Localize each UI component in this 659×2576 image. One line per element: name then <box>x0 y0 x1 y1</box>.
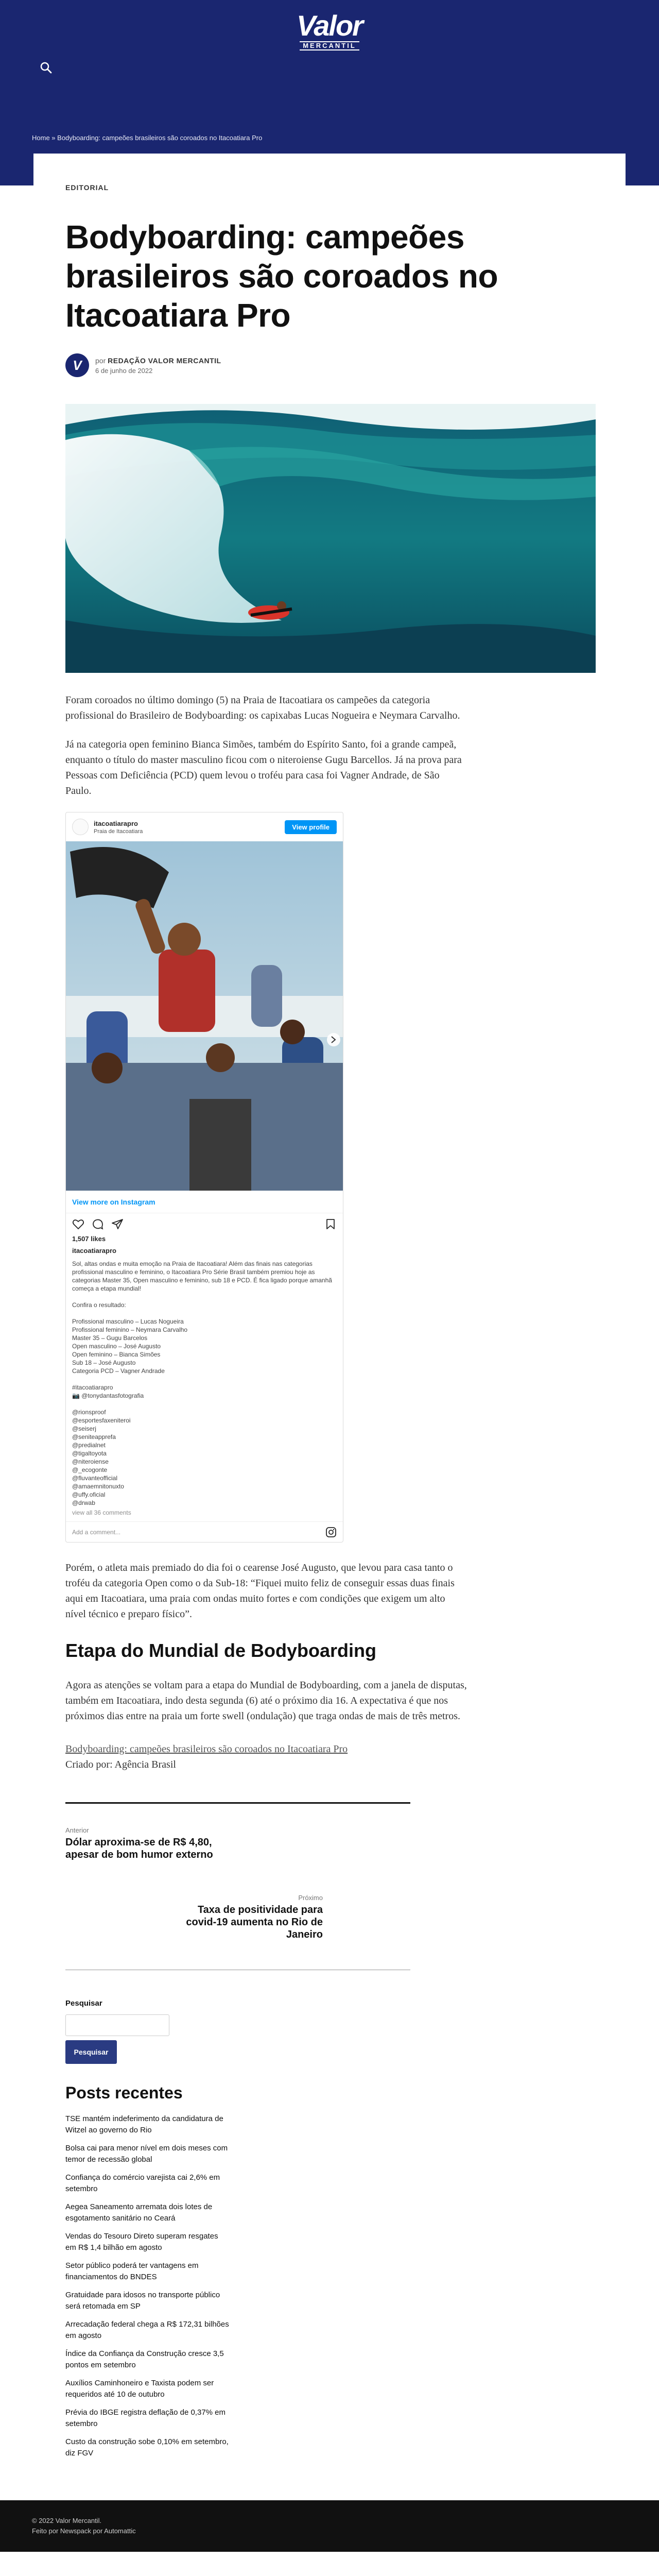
instagram-likes[interactable]: 1,507 likes <box>72 1235 106 1243</box>
instagram-photo[interactable] <box>66 841 343 1191</box>
recent-post-item[interactable] <box>65 2231 230 2253</box>
instagram-comments-link[interactable]: view all 36 comments <box>72 1509 131 1516</box>
recent-post-link[interactable]: Custo da construção sobe 0,10% em setembro, diz FGV <box>65 2437 229 2458</box>
recent-post-link[interactable]: Gratuidade para idosos no transporte público será retomada em SP <box>65 2291 220 2311</box>
recent-post-link[interactable]: Auxílios Caminhoneiro e Taxista podem ser requeridos até 10 de outubro <box>65 2379 214 2399</box>
recent-post-item[interactable] <box>65 2143 230 2165</box>
previous-post-link[interactable] <box>65 1804 410 1861</box>
instagram-account[interactable]: itacoatiarapro <box>72 1247 116 1255</box>
post-navigation <box>65 1804 410 1941</box>
byline-text <box>95 357 221 375</box>
instagram-header <box>66 812 343 841</box>
recent-post-item[interactable] <box>65 2172 230 2195</box>
previous-label: Anterior <box>65 1826 89 1834</box>
breadcrumb-separator: » <box>49 134 58 142</box>
hero-image <box>65 404 596 673</box>
instagram-avatar[interactable] <box>72 819 89 835</box>
article-content <box>65 154 596 2459</box>
heart-icon[interactable] <box>72 1218 84 1230</box>
instagram-location[interactable]: Praia de Itacoatiara <box>94 828 143 835</box>
search-widget <box>65 1999 596 2064</box>
recent-posts-heading: Posts recentes <box>65 2083 183 2102</box>
recent-post-link[interactable]: TSE mantém indeferimento da candidatura de Witzel ao governo do Rio <box>65 2114 223 2134</box>
source-link[interactable]: Bodyboarding: campeões brasileiros são coroados no Itacoatiara Pro <box>65 1743 348 1755</box>
next-label: Próximo <box>298 1894 323 1902</box>
breadcrumb-home-link[interactable]: Home <box>32 134 50 142</box>
article-title: Bodyboarding: campeões brasileiros são coroados no Itacoatiara Pro <box>65 218 498 334</box>
recent-post-item[interactable] <box>65 2348 230 2371</box>
instagram-username[interactable]: itacoatiarapro <box>94 819 138 827</box>
recent-post-link[interactable]: Aegea Saneamento arremata dois lotes de esgotamento sanitário no Ceará <box>65 2202 213 2223</box>
logo-sub-text: MERCANTIL <box>300 41 359 50</box>
category-label[interactable]: EDITORIAL <box>65 183 109 192</box>
section-heading: Etapa do Mundial de Bodyboarding <box>65 1640 377 1661</box>
next-post-link[interactable] <box>168 1861 323 1941</box>
breadcrumb-current: Bodyboarding: campeões brasileiros são coroados no Itacoatiara Pro <box>57 134 263 142</box>
paragraph-3: Porém, o atleta mais premiado do dia foi o cearense José Augusto, que levou para casa tanto o troféu da categoria Open como o da Sub-18: “Fiquei muito feliz de conseguir essas duas finais aqui em Itacoatiara, uma praia com ondas muito fortes e com condições que exigem um alto nível técnico e preparo físico”. <box>65 1562 455 1620</box>
comment-icon[interactable] <box>92 1218 104 1230</box>
recent-post-item[interactable] <box>65 2407 230 2430</box>
footer-credit-link[interactable]: Feito por Newspack por Automattic <box>32 2527 136 2535</box>
instagram-logo-icon[interactable] <box>325 1527 337 1538</box>
share-icon[interactable] <box>111 1218 124 1230</box>
view-profile-button[interactable]: View profile <box>285 820 337 834</box>
instagram-user-info <box>94 820 143 835</box>
recent-post-link[interactable]: Índice da Confiança da Construção cresce 3,5 pontos em setembro <box>65 2349 224 2369</box>
article-wrap <box>0 154 659 2459</box>
recent-post-item[interactable] <box>65 2319 230 2342</box>
article-card <box>33 154 626 2459</box>
byline-by: por <box>95 356 106 365</box>
instagram-embed <box>65 812 343 1543</box>
site-logo[interactable] <box>278 10 381 52</box>
recent-post-link[interactable]: Bolsa cai para menor nível em dois meses com temor de recessão global <box>65 2144 228 2164</box>
recent-post-item[interactable] <box>65 2201 230 2224</box>
instagram-caption: Sol, altas ondas e muita emoção na Praia de Itacoatiara! Além das finais nas categorias profissional masculino e feminino, o Itacoatiara Pro Série Brasil também premiou hoje as categorias Master 35, Open masculino e feminino, sub 18 e PCD. É fica ligado porque amanhã começa a etapa mundial! Confira o resultado: Profissional masculino – Lucas Nogueira Profissional feminino – Neymara Carvalho Master 35 – Gugu Barcelos Open masculino – José Augusto Open feminino – Bianca Simões Sub 18 – José Augusto Categoria PCD – Vagner Andrade #itacoatiarapro 📷 @tonydantasfotografia @rionsproof @esportesfaxeniteroi @seiserj @seniteapprefa @predialnet @tigaltoyota @niteroiense @_ecogonte @fluvanteofficial @amaemnitonuxto @uffy.oficial @drwab <box>72 1260 332 1506</box>
add-comment-placeholder: Add a comment... <box>72 1528 121 1536</box>
author-avatar[interactable]: V <box>65 353 89 377</box>
search-input[interactable] <box>65 2014 169 2036</box>
byline <box>65 353 596 377</box>
instagram-actions <box>66 1213 343 1235</box>
recent-posts-list <box>65 2113 230 2459</box>
add-comment-field[interactable] <box>66 1521 343 1542</box>
publish-date: 6 de junho de 2022 <box>95 366 153 375</box>
search-icon[interactable] <box>39 61 54 75</box>
recent-post-link[interactable]: Prévia do IBGE registra deflação de 0,37% em setembro <box>65 2408 226 2428</box>
recent-post-link[interactable]: Confiança do comércio varejista cai 2,6% em setembro <box>65 2173 220 2193</box>
logo-main-text: Valor <box>297 9 362 42</box>
recent-post-item[interactable] <box>65 2436 230 2459</box>
site-footer <box>0 2500 659 2552</box>
search-button[interactable]: Pesquisar <box>65 2040 117 2064</box>
recent-post-link[interactable]: Setor público poderá ter vantagens em financiamentos do BNDES <box>65 2261 199 2281</box>
recent-post-link[interactable]: Arrecadação federal chega a R$ 172,31 bilhões em agosto <box>65 2320 229 2340</box>
author-name-link[interactable]: REDAÇÃO VALOR MERCANTIL <box>108 356 221 365</box>
recent-post-item[interactable] <box>65 2260 230 2283</box>
footer-copyright: © 2022 Valor Mercantil. <box>32 2517 102 2524</box>
paragraph-1: Foram coroados no último domingo (5) na Praia de Itacoatiara os campeões da categoria profissional do Brasileiro de Bodyboarding: os capixabas Lucas Nogueira e Neymara Carvalho. <box>65 694 460 721</box>
recent-post-link[interactable]: Vendas do Tesouro Direto superam resgates em R$ 1,4 bilhão em agosto <box>65 2232 218 2252</box>
next-post-title[interactable]: Taxa de positividade para covid-19 aumenta no Rio de Janeiro <box>186 1904 323 1940</box>
view-more-instagram-link[interactable]: View more on Instagram <box>66 1191 343 1213</box>
recent-post-item[interactable] <box>65 2378 230 2400</box>
bookmark-icon[interactable] <box>324 1218 337 1230</box>
recent-post-item[interactable] <box>65 2113 230 2136</box>
search-widget-label: Pesquisar <box>65 1999 102 2008</box>
source-link-wrap <box>65 1741 596 1757</box>
paragraph-4: Agora as atenções se voltam para a etapa do Mundial de Bodyboarding, com a janela de disputas, também em Itacoatiara, indo desta segunda (6) até o próximo dia 16. A expectativa é que nos próximos dias entre na praia um forte swell (ondulação) que traga ondas de mais de três metros. <box>65 1680 467 1722</box>
breadcrumb <box>32 134 262 142</box>
source-credit: Criado por: Agência Brasil <box>65 1759 176 1770</box>
recent-post-item[interactable] <box>65 2290 230 2312</box>
previous-post-title[interactable]: Dólar aproxima-se de R$ 4,80, apesar de bom humor externo <box>65 1837 213 1860</box>
paragraph-2: Já na categoria open feminino Bianca Simões, também do Espírito Santo, foi a grande campeã, enquanto o título do master masculino ficou com o niteroiense Gugu Barcellos. Já na prova para Pessoas com Deficiência (PCD) quem levou o troféu para casa foi Vagner Andrade, de São Paulo. <box>65 739 462 796</box>
